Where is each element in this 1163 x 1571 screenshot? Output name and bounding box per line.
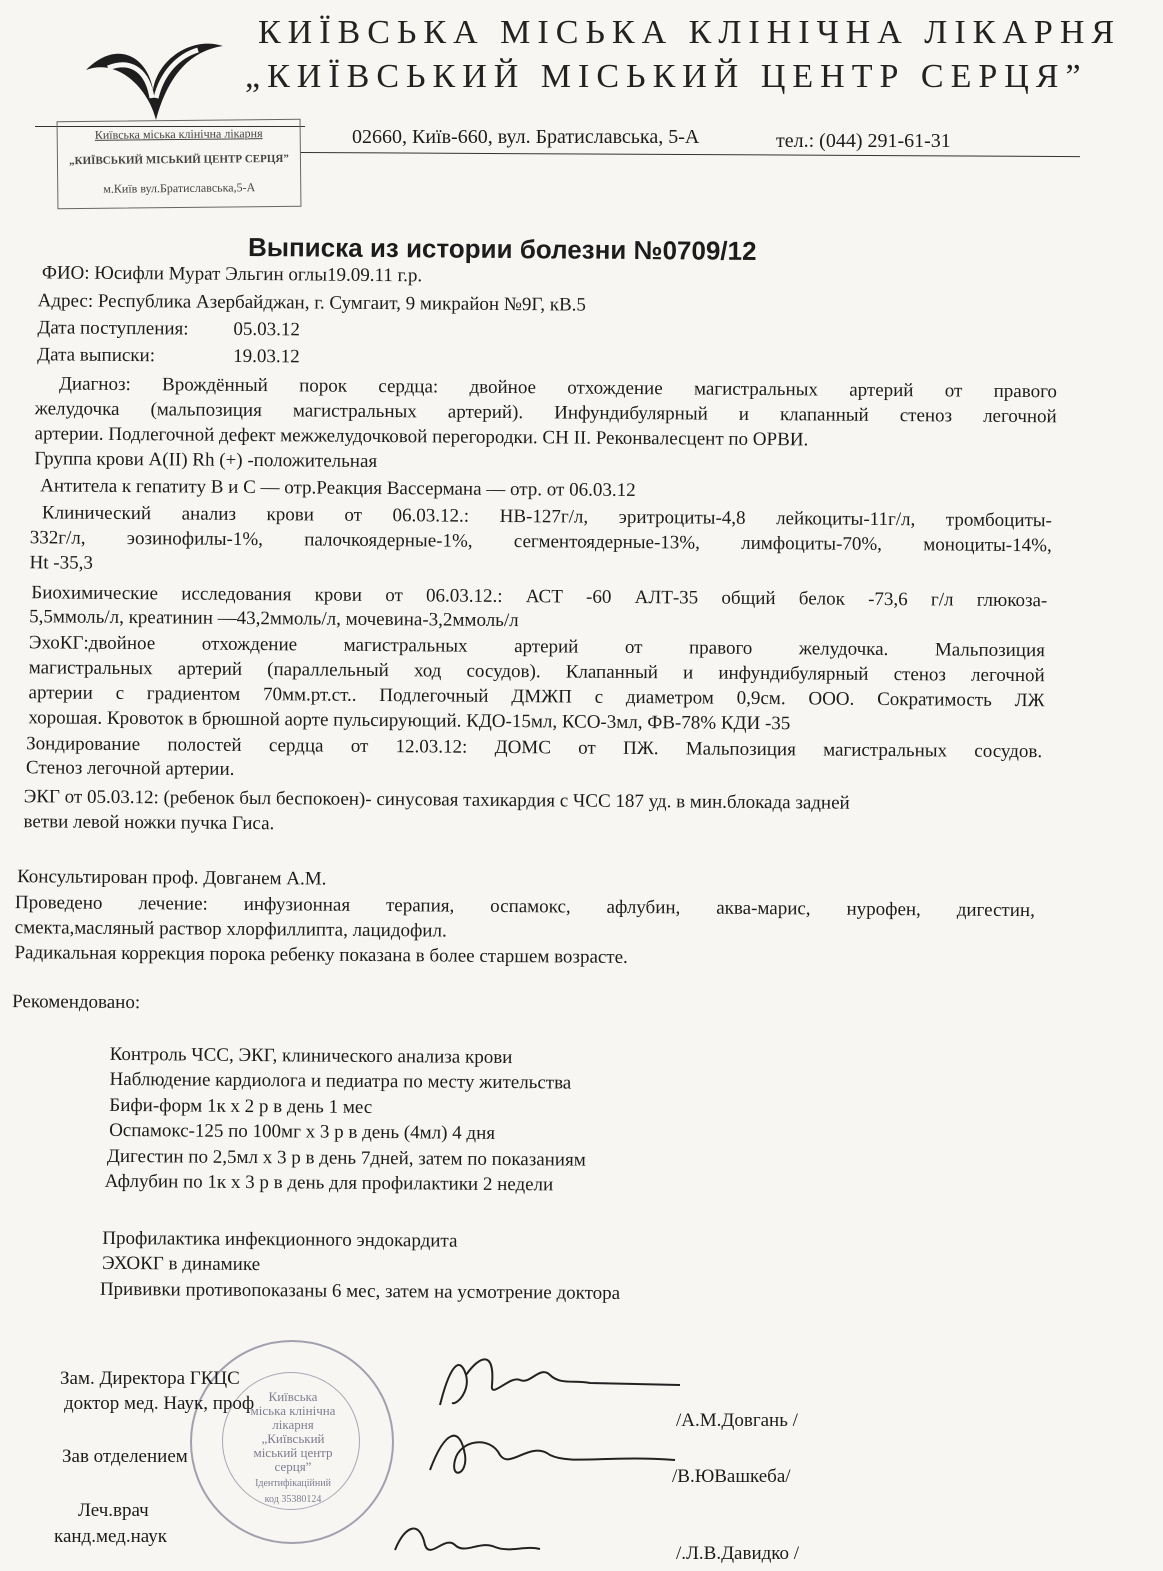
cbc-text-1: Клинический анализ крови от 06.03.12.: НВ-127г/л, эритроциты-4,8 лейкоциты-11г/л, тромбоциты- [41,502,1053,532]
header-phone: тел.: (044) 291-61-31 [776,130,951,152]
probe-line-2: Стеноз легочной артерии. [25,757,235,780]
signature-director-icon [400,1345,690,1425]
diagnosis-text-1: Диагноз: Врождённый порок сердца: двойное отхождение магистральных артерий от правого [58,373,1058,403]
echo-line-4: хорошая. Кровоток в брюшной аорте пульсирующий. КДО-15мл, КСО-3мл, ФВ-78% КДИ -35 [28,707,791,735]
attending-physician: Леч.врач [78,1500,149,1521]
seal-line-6: серця” [274,1459,312,1474]
rec-item-9: Прививки противопоказаны 6 мес, затем на усмотрение доктора [99,1278,621,1304]
rec-item-7: Профилактика инфекционного эндокардита [102,1227,458,1252]
cbc-text-2: 332г/л, эозинофилы-1%, палочкоядерные-1%, сегментоядерные-13%, лимфоциты-70%, моноциты-14%, [29,527,1052,557]
cbc-line-2 [30,527,1052,557]
ecg-line-2: ветви левой ножки пучка Гиса. [23,811,275,835]
director-degree: доктор мед. Наук, проф [64,1393,255,1414]
head-of-department: Зав отделением [62,1446,188,1467]
patient-name: ФИО: Юсифли Мурат Эльгин оглы19.09.11 г.р. [41,262,423,287]
header-hospital-name: КИЇВСЬКА МІСЬКА КЛІНІЧНА ЛІКАРНЯ [258,14,1122,51]
diagnosis-text-2: желудочка (мальпозиция магистральных артерий). Инфундибулярный и клапанный стеноз легочной [34,398,1057,428]
rec-item-4: Оспамокс-125 по 100мг х 3 р в день (4мл) 4 дня [109,1119,496,1144]
discharge-date: 19.03.12 [233,345,300,368]
cbc-line-3: Ht -35,3 [29,552,93,574]
rec-item-6: Афлубин по 1к х 3 р в день для профилактики 2 недели [104,1170,554,1196]
rec-item-1: Контроль ЧСС, ЭКГ, клинического анализа крови [109,1043,513,1069]
diagnosis-line-3: артерии. Подлегочной дефект межжелудочковой перегородки. СН II. Реконвалесцент по ОРВИ. [34,423,809,451]
attending-degree: канд.мед.наук [54,1526,167,1547]
ecg-line-1: ЭКГ от 05.03.12: (ребенок был беспокоен)- синусовая тахикардия с ЧСС 187 уд. в мин.блокада задней [23,786,850,814]
rec-item-8: ЭХОКГ в динамике [101,1252,261,1276]
admit-label: Дата поступления: [37,317,189,340]
admit-date: 05.03.12 [233,318,301,341]
biochem-line-2: 5,5ммоль/л, креатинин —43,2ммоль/л, мочевина-3,2ммоль/л [29,606,519,632]
stamp-line-3: м.Київ вул.Братиславська,5-А [103,180,256,196]
seal-line-1: Київська [268,1389,318,1404]
signature-physician-icon [385,1515,545,1562]
header-center-name: „КИЇВСЬКИЙ МІСЬКИЙ ЦЕНТР СЕРЦЯ” [245,58,1088,95]
seal-line-8: код 35380124 [264,1494,322,1505]
seal-line-4: „Київський [261,1431,325,1446]
header-address: 02660, Київ-660, вул. Братиславська, 5-А [352,126,700,148]
consultation: Консультирован проф. Довганем А.М. [17,866,327,890]
seal-line-3: лікарня [272,1417,314,1432]
blood-group: Группа крови А(II) Rh (+) -положительная [34,448,378,472]
treatment-line-2: смекта,масляный раствор хлорфиллипта, лацидофил. [14,917,447,942]
recommended-heading: Рекомендовано: [12,991,141,1014]
treatment-text-1: Проведено лечение: инфузионная терапия, оспамокс, афлубин, аква-марис, нурофен, дигестин, [14,892,1035,922]
document-title: Выписка из истории болезни №0709/12 [247,231,757,266]
seal-line-5: міський центр [253,1445,333,1460]
head-name: /В.ЮВашкеба/ [672,1466,791,1487]
rec-item-5: Дигестин по 2,5мл х 3 р в день 7дней, затем по показаниям [106,1145,586,1171]
attending-name: /.Л.В.Давидко / [676,1543,800,1564]
biochem-text-1: Биохимические исследования крови от 06.03.12.: АСТ -60 АЛТ-35 общий белок -73,6 г/л глюкоза- [31,582,1048,612]
director-title: Зам. Директора ГКЦС [60,1368,240,1389]
signature-head-icon [410,1420,680,1490]
radical-correction: Радикальная коррекция порока ребенку показана в более старшем возрасте. [14,942,628,968]
echo-text-3: артерии с градиентом 70мм.рт.ст.. Подлегочный ДМЖП с диаметром 0,9см. ООО. Сократимость ЛЖ [28,682,1045,712]
rec-item-3: Бифи-форм 1к х 2 р в день 1 мес [109,1094,373,1118]
rec-item-2: Наблюдение кардиолога и педиатра по месту жительства [109,1068,572,1094]
director-name: /А.М.Довгань / [676,1410,798,1431]
echo-text-1: ЭхоКГ:двойное отхождение магистральных артерий от правого желудочка. Мальпозиция [28,632,1046,662]
discharge-label: Дата выписки: [37,344,156,367]
stamp-line-1: Київська міська клінічна лікарня [94,126,263,142]
probe-text-1: Зондирование полостей сердца от 12.03.12: ДОМС от ПЖ. Мальпозиция магистральных сосудов. [26,733,1043,763]
echo-text-2: магистральных артерий (параллельный ход сосудов). Клапанный и инфундибулярный стеноз легочной [28,657,1045,687]
antibodies: Антитела к гепатиту В и С — отр.Реакция Вассермана — отр. от 06.03.12 [40,475,636,502]
seal-line-2: міська клінічна [250,1403,336,1418]
stamp-line-2: „КИЇВСЬКИЙ МІСЬКИЙ ЦЕНТР СЕРЦЯ” [69,152,289,168]
patient-address: Адрес: Республика Азербайджан, г. Сумгаит, 9 микрайон №9Г, кВ.5 [37,290,587,316]
seal-line-7: Ідентифікаційний [255,1478,331,1489]
